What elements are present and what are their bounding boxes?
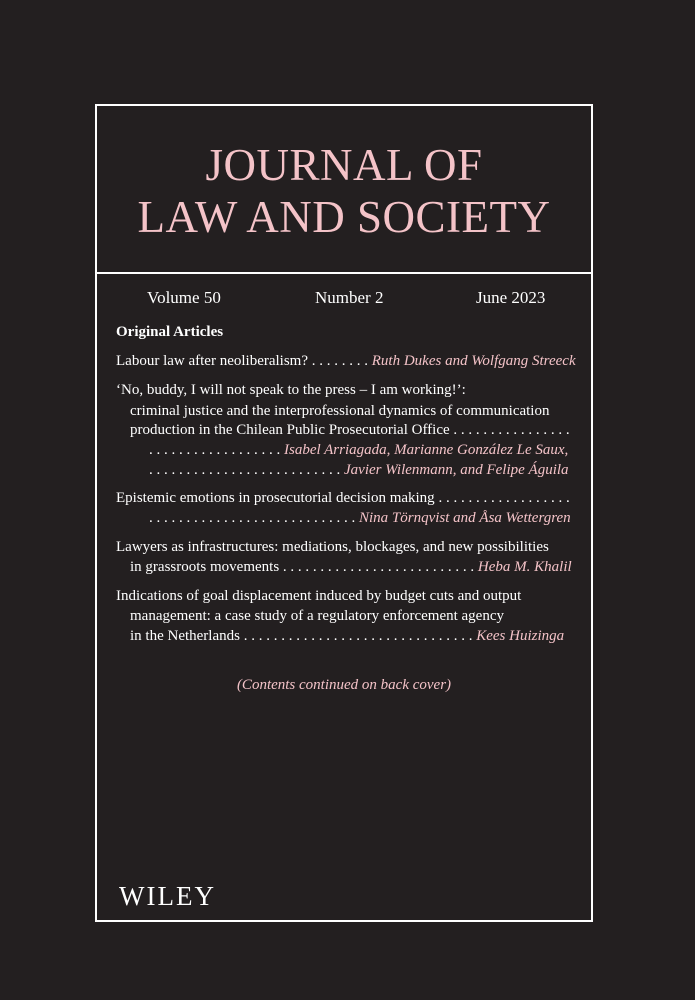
publisher-logo: WILEY (119, 881, 216, 911)
article-4-authors: Heba M. Khalil (477, 559, 572, 575)
article-2-title-line-2: criminal justice and the interprofessional dynamics of communication (130, 403, 550, 419)
issue-info (97, 288, 591, 312)
article-2-authors-line-2: Javier Wilenmann, and Felipe Águila (344, 462, 569, 478)
section-title: Original Articles (116, 324, 224, 340)
article-5-dots: . . . . . . . . . . . . . . . . . . . . . . . . . . . . . . . (239, 628, 477, 644)
article-5-title-line-1: Indications of goal displacement induced by budget cuts and output (116, 588, 522, 604)
article-1-dots: . . . . . . . . (308, 353, 372, 369)
article-5-title-line-3: in the Netherlands (130, 628, 240, 644)
article-3-author-dots: . . . . . . . . . . . . . . . . . . . . . . . . . . . . (149, 510, 359, 526)
article-2-author-dots-2: . . . . . . . . . . . . . . . . . . . . . . . . . . (149, 462, 344, 478)
issue-date: June 2023 (476, 288, 546, 307)
article-2-authors-line-2-wrap (149, 460, 569, 480)
article-3-title-dots: . . . . . . . . . . . . . . . . . . (434, 490, 570, 506)
article-2-title-line-3-wrap (130, 420, 570, 440)
article-2-authors-line-1: Isabel Arriagada, Marianne González Le Saux, (284, 442, 569, 458)
article-5-title-line-2: management: a case study of a regulatory enforcement agency (130, 608, 504, 624)
article-2-authors-line-1-wrap (149, 440, 568, 460)
article-1-title: Labour law after neoliberalism? (116, 353, 308, 369)
article-3-authors: Nina Törnqvist and Åsa Wettergren (359, 510, 571, 526)
article-2-author-dots-1: . . . . . . . . . . . . . . . . . . (149, 442, 284, 458)
journal-title-box (97, 106, 591, 274)
journal-title-line-2: LAW AND SOCIETY (137, 192, 551, 242)
article-3-authors-wrap (149, 508, 571, 528)
issue-volume: Volume 50 (147, 288, 221, 307)
article-4-title-line-1: Lawyers as infrastructures: mediations, blockages, and new possibilities (116, 539, 549, 555)
article-2-title-line-3: production in the Chilean Public Prosecutorial Office (130, 422, 450, 438)
issue-number: Number 2 (315, 288, 384, 307)
article-4-title-line-2: in grassroots movements (130, 559, 280, 575)
article-3-title-wrap (116, 488, 570, 508)
article-4-title-line-2-wrap (130, 557, 572, 577)
article-5-authors: Kees Huizinga (476, 628, 565, 644)
article-4-dots: . . . . . . . . . . . . . . . . . . . . . . . . . . (279, 559, 478, 575)
journal-title-line-1: JOURNAL OF (205, 140, 483, 190)
article-5-title-line-3-wrap (130, 626, 564, 646)
article-2-title-dots: . . . . . . . . . . . . . . . . (449, 422, 570, 438)
article-1-authors: Ruth Dukes and Wolfgang Streeck (371, 353, 576, 369)
cover-frame (95, 104, 593, 922)
article-1-line (116, 351, 576, 371)
article-3-title: Epistemic emotions in prosecutorial decision making (116, 490, 435, 506)
article-2-title-line-1: ‘No, buddy, I will not speak to the press – I am working!’: (116, 382, 466, 398)
contents-continued-note: (Contents continued on back cover) (236, 677, 452, 693)
